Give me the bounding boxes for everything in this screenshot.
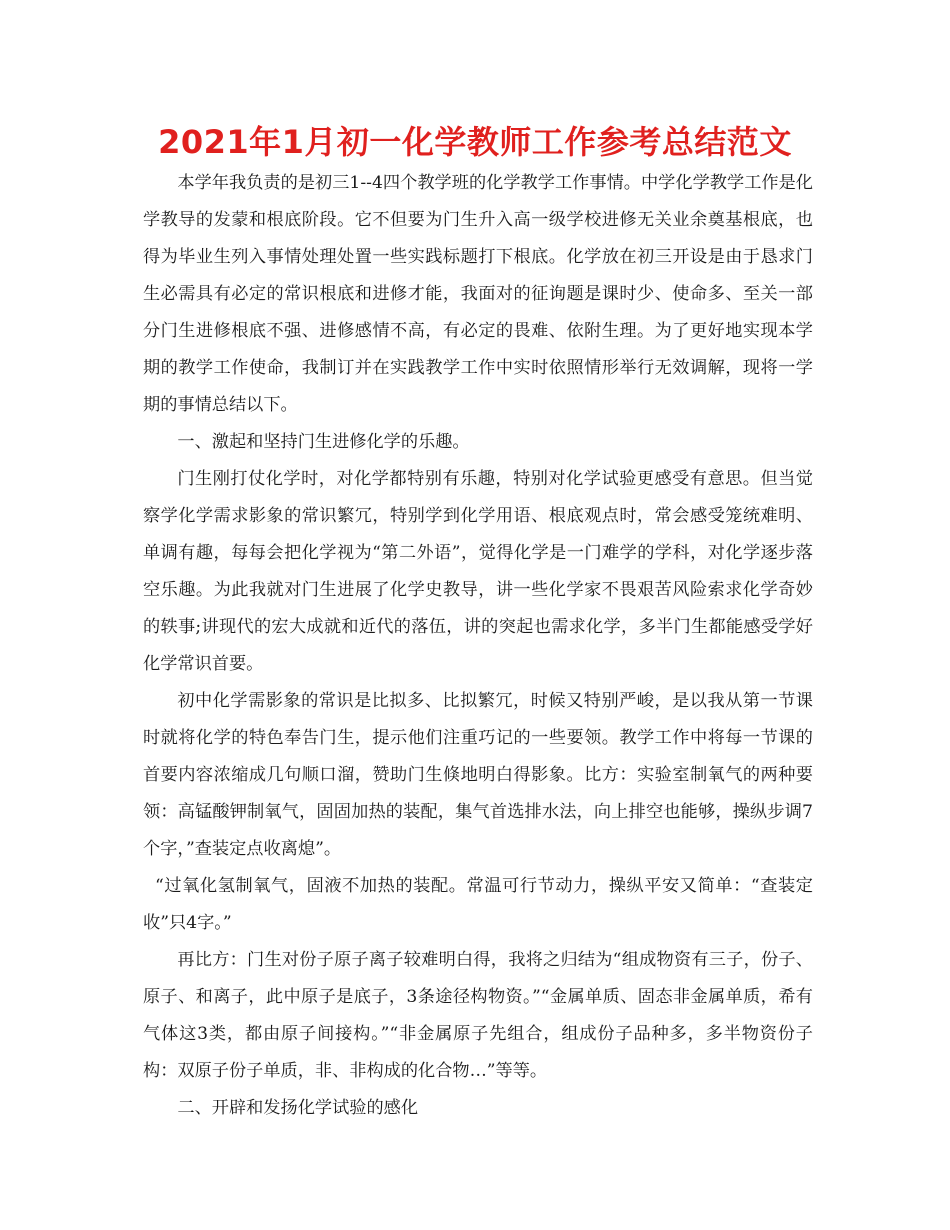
section-heading-1: 一、激起和坚持门生进修化学的乐趣。 — [177, 432, 470, 452]
paragraph-intro: 本学年我负责的是初三1--4四个教学班的化学教学工作事情。中学化学教学工作是化学教导的发蒙和根底阶段。它不但要为门生升入高一级学校进修无关业余奠基根底，也得为毕业生列入事情处理处置一些实践标题打下根底。化学放在初三开设是由于恳求门生必需具有必定的常识根底和进修才能，我面对的征询题是课时少、使命多、至关一部分门生进修根底不强、进修感情不高，有必定的畏难、依附生理。为了更好地实现本学期的教学工作使命，我制订并在实践教学工作中实时依照情形举行无效调解，现将一学期的事情总结以下。 — [143, 173, 813, 415]
paragraph-interest: 门生刚打仗化学时，对化学都特别有乐趣，特别对化学试验更感受有意思。但当觉察学化学需求影象的常识繁冗，特别学到化学用语、根底观点时，常会感受笼统难明、单调有趣，每每会把化学视为“第二外语”，觉得化学是一门难学的学科，对化学逐步落空乐趣。为此我就对门生进展了化学史教导，讲一些化学家不畏艰苦风险索求化学奇妙的轶事;讲现代的宏大成就和近代的落伍，讲的突起也需求化学，多半门生都能感受学好化学常识首要。 — [143, 469, 813, 674]
document-body — [143, 165, 813, 1127]
paragraph-peroxide-rhyme: “过氧化氢制氧气，固液不加热的装配。常温可行节动力，操纵平安又简单：“查装定收”只4字。” — [143, 876, 813, 933]
paragraph-particles: 再比方：门生对份子原子离子较难明白得，我将之归结为“组成物资有三子，份子、原子、和离子，此中原子是底子，3条途径构物资。”“金属单质、固态非金属单质，希有气体这3类，都由原子间接构。”“非金属原子先组合，组成份子品种多，多半物资份子构：双原子份子单质，非、非构成的化合物…”等等。 — [143, 950, 813, 1081]
section-heading-2: 二、开辟和发扬化学试验的感化 — [177, 1098, 419, 1118]
paragraph-memory-tips: 初中化学需影象的常识是比拟多、比拟繁冗，时候又特别严峻，是以我从第一节课时就将化学的特色奉告门生，提示他们注重巧记的一些要领。教学工作中将每一节课的首要内容浓缩成几句顺口溜，赞助门生倏地明白得影象。比方：实验室制氧气的两种要领：高锰酸钾制氧气，固固加热的装配，集气首选排水法，向上排空也能够，操纵步调7个字，”查装定点收离熄”。 — [143, 691, 813, 859]
document-title: 2021年1月初一化学教师工作参考总结范文 — [158, 123, 792, 161]
